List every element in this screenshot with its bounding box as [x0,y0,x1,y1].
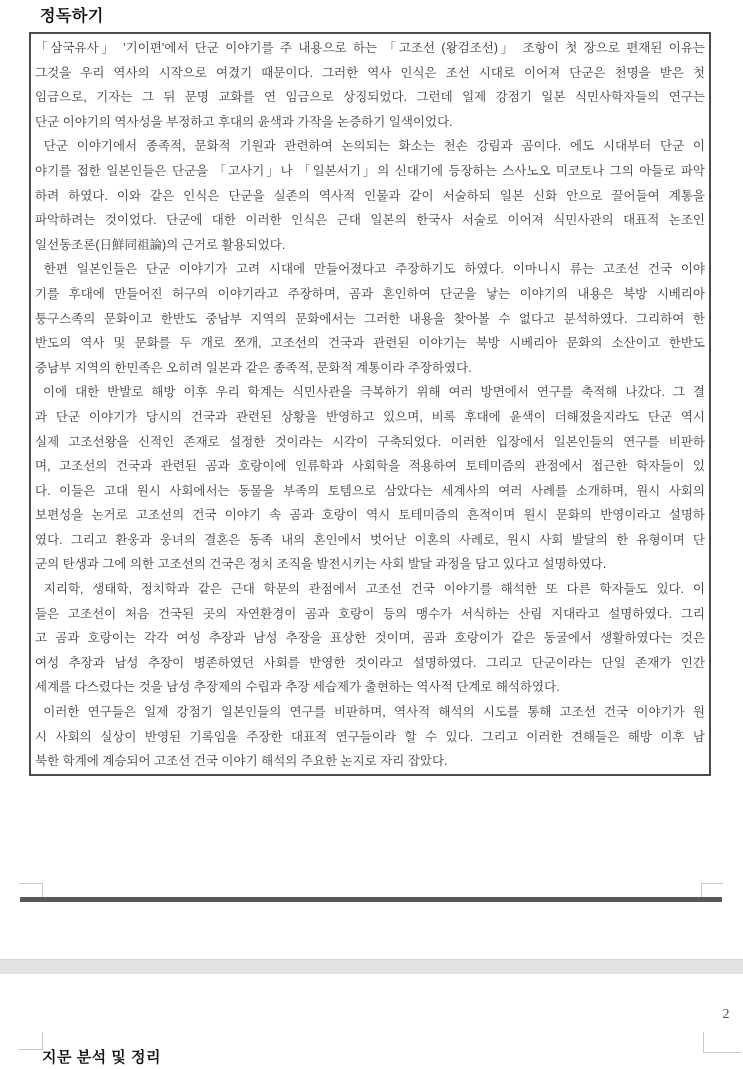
passage-line: 보편성을 논거로 고조선의 건국 이야기 속 곰과 호랑이 역시 토테미즘의 흔적이며 원시 문화의 반영이라고 설명하 [35,508,705,523]
passage-line: 여성 추장과 남성 추장이 병존하였던 사회를 반영한 것이라고 설명하였다. 그리고 단군이라는 단일 존재가 인간 [35,655,705,670]
passage-line: 파악하려는 것이었다. 단군에 대한 이러한 인식은 근대 일본의 한국사 서술로 이어져 식민사관의 대표적 논조인 [35,213,705,228]
passage-line: 기를 후대에 만들어진 허구의 이야기라고 주장하며, 곰과 혼인하여 단군을 낳는 이야기의 내용은 북방 시베리아 [35,286,705,301]
passage-line: 단군 이야기의 역사성을 부정하고 후대의 윤색과 가작을 논증하기 일색이었다. [35,114,453,129]
analysis-section-heading: 지문 분석 및 정리 [42,1049,161,1066]
passage-line: 중남부 지역의 한민족은 오히려 일본과 같은 종족적, 문화적 계통이라 주장하였다. [35,360,472,375]
page-number: 2 [722,1007,730,1022]
passage-line: 시 사회의 실상이 반영된 기록임을 주장한 대표적 연구들이라 할 수 있다. 그리고 이러한 견해들은 해방 이후 남 [35,729,705,744]
passage-line: 며, 고조선의 건국과 관련된 곰과 호랑이에 인류학과 사회학을 적용하여 토테미즘의 관점에서 접근한 학자들이 있 [35,459,705,474]
passage-line: 임금으로, 기자는 그 뒤 문명 교화를 연 임금으로 상징되었다. 그런데 일제 강점기 일본 식민사학자들의 연구는 [35,90,705,105]
passage-line: 고 곰과 호랑이는 각각 여성 추장과 남성 추장을 표상한 것이며, 곰과 호랑이가 같은 동굴에서 생활하였다는 것은 [35,631,705,646]
passage-line: 였다. 그리고 환웅과 웅녀의 결혼은 동족 내의 혼인에서 벗어난 이혼의 사례로, 원시 사회 발달의 한 유형이며 단 [35,532,705,547]
page-gap-band [0,959,743,974]
passage-line: 세계를 다스렸다는 것을 남성 추장제의 수립과 추장 세습제가 출현하는 역사적 단계로 해석하였다. [35,680,560,695]
passage-line: 하려 하였다. 이와 같은 인식은 단군을 실존의 역사적 인물과 같이 서술하되 일본 신화 안으로 끌어들여 계통을 [35,188,705,203]
page-margin-mark-bottom-right [701,883,723,897]
passage-line: 이에 대한 반발로 해방 이후 우리 학계는 식민사관을 극복하기 위해 여러 방면에서 연구를 축적해 나갔다. 그 결 [35,385,705,400]
passage-line: 한편 일본인들은 단군 이야기가 고려 시대에 만들어졌다고 주장하기도 하였다. 이마니시 류는 고조선 건국 이야 [35,262,705,277]
passage-line: 실제 고조선왕을 신적인 존재로 설정한 것이라는 시각이 구축되었다. 이러한 입장에서 일본인들의 연구를 비판하 [35,434,705,449]
passage-box [29,32,711,776]
passage-line: 그것을 우리 역사의 시작으로 여겼기 때문이다. 그러한 역사 인식은 조선 시대로 이어져 단군은 천명을 받은 첫 [35,65,705,80]
passage-line: 야기를 접한 일본인들은 단군을 「고사기」나 「일본서기」의 신대기에 등장하는 스사노오 미코토나 그의 아들로 파악 [35,163,705,178]
passage-line: 반도의 역사 및 문화를 두 개로 쪼개, 고조선의 건국과 관련된 이야기는 북방 시베리아 문화의 소산이고 한반도 [35,336,705,351]
passage-line: 군의 탄생과 그에 의한 고조선의 건국은 정치 조직을 발전시키는 사회 발달 과정을 담고 있다고 설명하였다. [35,557,607,572]
page-margin-mark-bottom-left [19,883,43,897]
page-margin-mark-next-top-right [703,1032,741,1053]
passage-line: 지리학, 생태학, 정치학과 같은 근대 학문의 관점에서 고조선 건국 이야기를 해석한 또 다른 학자들도 있다. 이 [35,582,705,597]
page-bottom-rule [20,897,722,902]
page-margin-mark-next-top-left [18,1032,43,1050]
passage-line: 단군 이야기에서 종족적, 문화적 기원과 관련하여 논의되는 화소는 천손 강림과 곰이다. 에도 시대부터 단군 이 [35,139,705,154]
reading-section-heading: 정독하기 [40,8,104,25]
passage-line: 퉁구스족의 문화이고 한반도 중남부 지역의 문화에서는 그러한 내용을 찾아볼 수 없다고 분석하였다. 그리하여 한 [35,311,705,326]
passage-line: 일선동조론(日鮮同祖論)의 근거로 활용되었다. [35,237,286,252]
passage-line: 이러한 연구들은 일제 강점기 일본인들의 연구를 비판하며, 역사적 해석의 시도를 통해 고조선 건국 이야기가 원 [35,705,705,720]
passage-line: 과 단군 이야기가 당시의 건국과 관련된 상황을 반영하고 있으며, 비록 후대에 윤색이 더해졌을지라도 단군 역시 [35,409,705,424]
passage-line: 북한 학계에 계승되어 고조선 건국 이야기 해석의 주요한 논지로 자리 잡았다. [35,754,448,769]
passage-line: 「삼국유사」 '기이편'에서 단군 이야기를 주 내용으로 하는 「고조선 (왕검조선)」 조항이 첫 장으로 편재된 이유는 [35,41,705,55]
passage-line: 들은 고조선이 처음 건국된 곳의 자연환경이 곰과 호랑이 등의 맹수가 서식하는 산림 지대라고 설명하였다. 그리 [35,606,705,621]
passage-line: 다. 이들은 고대 원시 사회에서는 동물을 부족의 토템으로 삼았다는 세계사의 여러 사례를 소개하며, 원시 사회의 [35,483,705,498]
